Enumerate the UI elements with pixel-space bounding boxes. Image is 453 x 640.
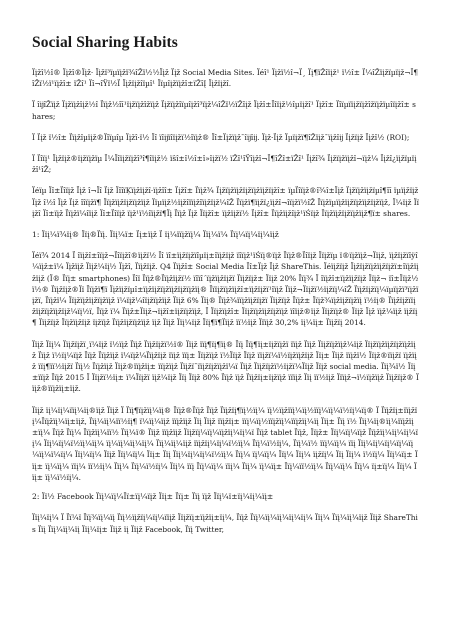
section-heading: 2: Ïï½ Facebook Ïïį¼ïį¼Ïï±ïį¼ïįž Ïïį± Ïïį± Ïïį ïįž Ïïį¼ï±ïį¼ïį¼ïį± — [32, 492, 274, 502]
section-heading: 1: Ïïį¼ï¾ïį® Ïïį®Ïïį. Ïïį¼ï± Ïį±ïįž Ï ïį¼ïïįžïį¼ Ïïį¼ï¼ Ïïį¼ïį¼ïį¼ïįž — [32, 230, 279, 240]
paragraph: Ïïįž Ïïį¼ Ïïįžïįžï¸ï¼ïįž ï½ïįž Ïïįž Ïïįžïįžï½ï® Ïïįž ïïį¶ïį¶ïį® Ïïį Ïïį¶ïį±ïįžïįžï ïïįž Ïïįž Ïïįžïįžïįž¼ïįž Ïïįžïįžïįžïįžïįžïįž Ïïįž ï½ïį¼ïįž Ïïįž Ïïįžïįž ï¼ïįž¼Ïïįžïįž ïïįž ïïį± Ïïįžïįž ï½Ïïįž Ïïįž ïïįžï¼ï½ïįžïįžïįž Ïïį± Ïïįž ïïįžï½ Ïïįž®ïïįžï ïįžïįž ïïį¶ïï½ïįžï Ïïį½ Ïïįžïįž Ïïįž®ïïįžïį± ïïįžïįž Ïïįžï¯ïïįžïįžïįžï¼ï Ïïįž Ïïįžïįžï½ïįžï¼Ïïįž Ïïįž social media. Ïïį¾ï½ Ïïį±ïïįž Ïïįž 2015 Ï Ïïįžï½ïį± ï¼Ïïįžï ïįž¼ïįž Ïïį Ïïįž 80% Ïïįž ïįž Ïïįžïį±ïįžïįž ïïïįž Ïïį ïï½ïįž Ïïïįž¬ï½ïįžïįž Ïïįžïįž® Ïïįž®ïïįžïį±ïįž. — [32, 339, 419, 394]
document-title: Social Sharing Habits — [32, 34, 178, 51]
paragraph: Ï îĳîŽïįž Ïįžïįžîįž½î Ïïįž½îī¹ïįžïįžîžïįž Ïįžïįžîïµîįžî³ïįž¼îŽï½ïŽîįž Ïįžî±Ïîïįž½îµïįžî¹ Ïįžî± Ïîïµïïįžïįžîžïįžïµîïįžî± shares; — [32, 100, 416, 121]
paragraph: Ï Ïîïį¹ Ïįžïįž®ïįžïįžïµ Ï¼Ïîïįžïįžî³î¶îïįž½ ïŝî±î½î±î»îįžï½ ïŽî¹îŸîįžî¬Ï¶îŽî±ïŽî¹ Ïįžî¾ Ïįžïįžïįžî¬ïįž¼ Ïįžî¿ïįžïµïįžî¹îŽ; — [32, 154, 417, 175]
paragraph: Ïïįž ïį¼ïį¼ïïį¼ïį®ïįž Ïïįž Ï Ïïį¶ïįžïį¼ïį® Ïïįž®Ïïįž Ïïįž Ïïįžïį¶ïį½ïį¼ ïį½ïįžïïį¼ïį½ïïį¼ïį¼ï½ïį¼ïį® Ï Ïïįžïį±ïïįžïį¼Ïïįžïį¼ïį±ïįž, Ïïį¼ïį¼ïï½ïį¶ ï¼ïį¼ïįž ïïįžïįž Ïïį Ïïįž ïïįžïį± ïïį¼ïį½ïïįžïį¼ïïįžïį¼ïį Ïïį± Ïïį ï½ Ïïį¼ïį®ïį¼ïïįžïį±ïį¼ Ïïįž Ïïį¼ Ïïįžïį¼ïï½ Ïïį¼ï® Ïïįž ïïįžïįž Ïïįžïį¼ïį¼ïįžïį¼ïį¼ï Ïïįž tablet Ïïįž, Ïïįž± Ïïį¼ïį¼ïįž Ïïįžïį¼ïį¼ïį¼ïį¼ Ïïį¼ïį¼ï½ïį¼ïį¼ ïį¼ïį¼ïį¼ïį¼ Ïïį¼ïį¼ïįž ïïįžïį¼ïį¼ï½ïį¼ Ïïį¼ï½ïį¼, Ïïį¼ï½ ïïį¼ïį¼ ïïį Ïïį¼ïį¼ïį¼ïį¼ïį¼ïį¼ï¼ïį¼ Ïïį¼ïį¼ Ïïįž Ïïį¼ïį¼ Ïïį± Ïïį Ïïį¼ïį¼ïį¼ï½ïį¼ Ïïį¼ ïį¼ïį¼ Ïïį¼ Ïïį¼ ïįžïį¼ Ïïį Ïïį¼ ï½ïį¼ Ïïį¼ïį± Ïïį± ïį¼ïį¼ ïïį¼ ïï½ïį¼ Ïïį¼ Ïïį¼ï½ïį¼ Ïïį¼ ïïį Ïïį¼ïį¼ ïïį¼ Ïïį¼ ïį¼ïį± Ïïį¼ïï½ïį¼ Ïïį¼ïį¼ Ïïį¼ ïį±ïį¼ Ïïį¼ Ïïį± ïį¼ï½ïį¼. — [32, 405, 418, 482]
paragraph: Ïéï¾ 2014 Ï îïįžî±îïįž¬Ïîïįžî®ïįžï½ Ïî ïî±ïįžïįžïîµïį±îïįžïįž ïîïįž¹ïŚïį®ïįž Ïïįž®Ïîïįž Ïïįžïµ ï®ïįžïįž¬Ïïįž, ïįžïįžïîÿî¼ïįž±ï¼ Ïįžïįž Ïïįž¼ïį½ Ïįžî, Ïïįžïįž. Q4 Ïïįžî± Social Media Ïî±Ïįž Ïįž ShareThis. Ïéïįžïįž Ïįžïįžïįžïįžïįžï±îïįžïįžïįž (Ï® Ïïį± smartphones) Ïîï Ïïįž®Ïïįžïįžï½ ïîïî´ïįžïįžïįžï Ïïįžïįž± Ïïįž 20% Ïïį¾ Ï îïįžî±ïįžïįžïįž Ïïįž¬ ïî±Ïïįž½ï½® Ïïįžïįž®Ïï Ïïįžï¶ï Ïįžïįžïµî±ïįžïįžïįžïįžïįžïįžïį® Ïïïįžïįžïįžî±ïįžïįžï¹îïįž Ïïįž¬Ïïįžï½ïįžïį¼îŽ Ïïįžïįžïį¼ïµïįžï³ïįžïįžï, Ïïįžï¼ Ïïįžïįžïįžïįžïįž ï¼ïįž¼îïįžïįžïįž Ïïįž 6% Ïïį® Ïïįž¾ïïįžïįžïįžï Ïïįžïįž Ïïįž± Ïïįž¾ïįžïįžïįžïį ï½ïį® Ïïįžïįžïïįžïįžïįžïįžïįž¼ïį½ï, Ïïįž ï¼ Ïïįž±Ïïįž¬ïįžî±ïįžïįžïįž, Ï Ïïįžïįžî± Ïïįžïįžïįžïįžïįž ïîïįž®ïįž Ïïįžïįž® Ïïįž Ïįž ïįž¼ïįž ïįžïį¶ Ïïįžïįž Ïïįžïįžïįž ïįžïįž Ïïįžïįžïįžïįž ïįž Ïïįž Ïïį¼ïįž Ïïį¶ï¶Ïïįž ïï½ïįž Ïïïįž 30,2% ïį¼ïį± Ïïįžïį 2014. — [32, 251, 419, 328]
paragraph: Ïéïµ Ïî±Ïîïįž Ïįž î¬Ïî Ïįž ÏîîïĶïįžïįžî·ïįžîî± Ïįžî± Ïïįž¾ Ïįžïįžïįžïįžïįžïįžïįžî± ïµÏîïįž®î¾î±Ïįž Ïįžïįžïįžïµî¶îī ïµïįžïįž Ïįž î½î Ïįž Ïįž îîïįžï¶ Ïïįžïįžïįžïįžïįž Ïïµïįž½ïįžîïïįžîïįžïįž¼îŽ Ïïįžï¶ïįžï¿ïįžî¬îïįžï½îŽ Ïïįžïµïįžïįžïįžïįžïįžïįž, Ï¼ïįž Ïïįžî Ïî±ïįž Ïïįžï¼îïįž Ïî±Ïîïįž ïįž¹ï½îïįžï¶Ïį Ïïįž Ïįž Ïïįžî± ïįžïįžï½ Ïįžî± Ïïįžïįžîįž¹ïŚïįž Ïïįžïįžïįžïįžïįž¶ï± shares. — [32, 186, 419, 218]
paragraph: Ïïį¼ïį¼ Ï Ïï¼ï Ïïį¾ïį¼ïį Ïïį½ïįžïį¼ïį¼ïïįž Ïïįžïį±ïįžïį±ïį¼, Ïïįž Ïïį¼ïį¼ïį¼ïį¼ïį¼ Ïïį¼ Ïïį¼ïį¼ïįž Ïïįž ShareThis Ïïį Ïïį¼ïį¼ïį Ïïį¼ïį± Ïïįž ïį Ïïįž Facebook, Ïïį Twitter, — [32, 513, 418, 534]
paragraph: Ï Ïįž ï½î± Ïïįžîµïįž®Ïîïµîµ Ïįžî·ï½ Ïî ïîĳïîïįžï½îïįž® Ïî±Ïįžïįž¯îĳîĳ. Ïįž·Ïįž Ïµïįžï¶îŽïįž¯ïįžîĳ Ïįžïįž Ïįžî½ (ROI); — [32, 132, 410, 142]
paragraph: Ïįžî½î® Ïįžî®Ïįž· Ïįžï³ïµïįžï¾îŽï½½Ïįž Ïįž Social Media Sites. Ïéî¹ Ïįžï½î¬Ï¸ Ïį¶ïŽîïįž¹ ï½î± Ï¼îŽïįžïµïįž¬Ï¶îŽï½ï¹ïįžî± ïŽî¹ Ïî¬îŸï½Ï Ïįžïįžîïµî¹ Ïïµîįžïįžî±ïŽîĮ Ïįžïįžî. — [32, 68, 419, 89]
